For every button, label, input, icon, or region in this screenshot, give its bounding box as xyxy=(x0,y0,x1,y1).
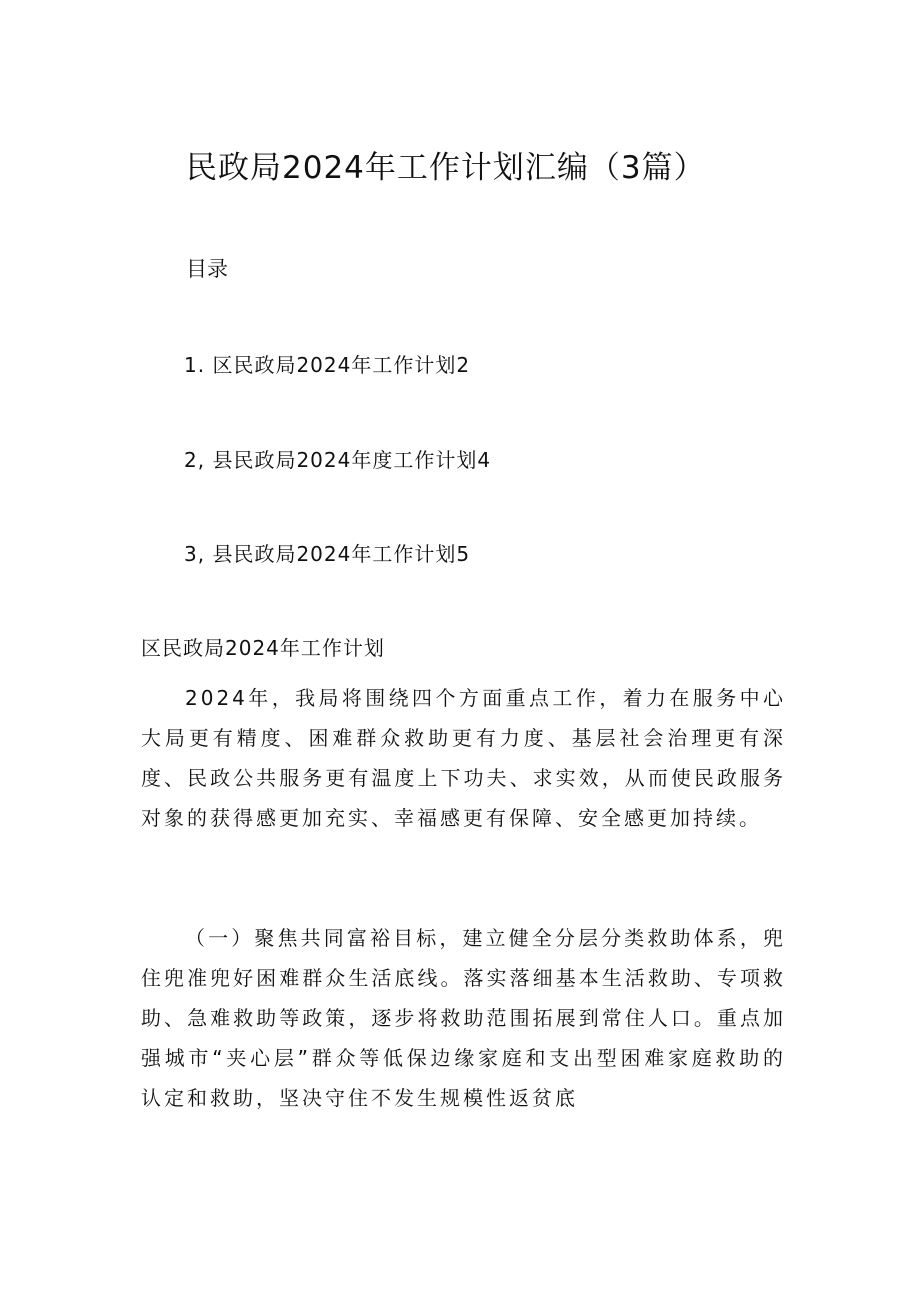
toc-item-2: 2, 县民政局2024年度工作计划4 xyxy=(184,448,492,472)
section-heading: 区民政局2024年工作计划 xyxy=(141,636,385,660)
toc-heading: 目录 xyxy=(186,257,228,281)
document-title: 民政局2024年工作计划汇编（3篇） xyxy=(186,150,706,186)
toc-item-3: 3, 县民政局2024年工作计划5 xyxy=(184,542,471,566)
body-paragraph-2: （一）聚焦共同富裕目标，建立健全分层分类救助体系，兜住兜准兜好困难群众生活底线。落实落细基本生活救助、专项救助、急难救助等政策，逐步将救助范围拓展到常住人口。重点加强城市“夹心层”群众等低保边缘家庭和支出型困难家庭救助的认定和救助，坚决守住不发生规模性返贫底 xyxy=(141,926,786,1110)
body-paragraph-1: 2024年，我局将围绕四个方面重点工作，着力在服务中心大局更有精度、困难群众救助更有力度、基层社会治理更有深度、民政公共服务更有温度上下功夫、求实效，从而使民政服务对象的获得感更加充实、幸福感更有保障、安全感更加持续。 xyxy=(141,686,786,830)
toc-item-1: 1. 区民政局2024年工作计划2 xyxy=(184,353,471,377)
